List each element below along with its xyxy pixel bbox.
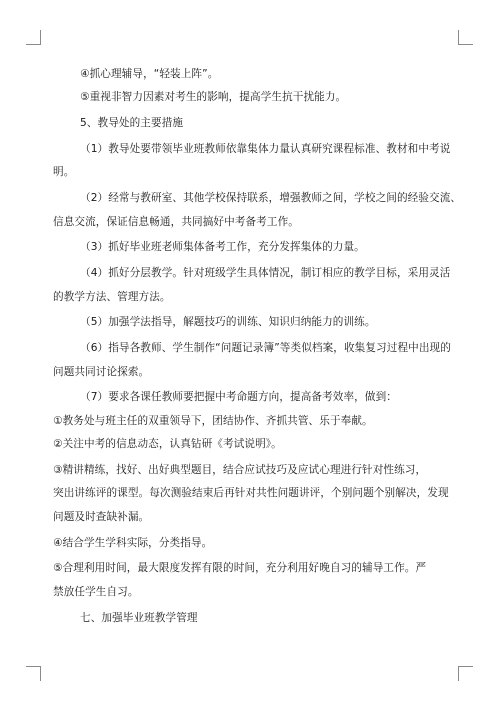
paragraph-line: 明。 — [53, 166, 75, 179]
list-item: 问题及时查缺补漏。 — [53, 510, 150, 523]
paragraph-line: （3）抓好毕业班老师集体备考工作，充分发挥集体的力量。 — [80, 241, 365, 254]
list-item: 禁放任学生自习。 — [53, 585, 139, 598]
document-body — [53, 63, 462, 630]
paragraph-line: 的教学方法、管理方法。 — [53, 290, 171, 303]
list-item: ⑤合理利用时间，最大限度发挥有限的时间，充分利用好晚自习的辅导工作。严 — [53, 562, 427, 575]
paragraph-line: （4）抓好分层教学。针对班级学生具体情况，制订相应的教学目标，采用灵活 — [80, 267, 451, 280]
list-item: 突出讲练评的课型。每次测验结束后再针对共性问题讲评，个别问题个别解决，发现 — [53, 487, 449, 500]
crop-mark-bottom-right — [458, 666, 473, 681]
section-heading: 5、教导处的主要措施 — [80, 117, 184, 130]
paragraph-line: （1）教导处要带领毕业班教师依靠集体力量认真研究课程标准、教材和中考说 — [80, 143, 451, 155]
list-item: ②关注中考的信息动态，认真钻研《考试说明》。 — [53, 438, 282, 451]
paragraph-line: （5）加强学法指导，解题技巧的训练、知识归纳能力的训练。 — [80, 316, 376, 329]
crop-mark-top-right — [458, 30, 473, 45]
crop-mark-bottom-left — [26, 666, 41, 681]
paragraph-line: 问题共同讨论探索。 — [53, 365, 150, 378]
list-item: ⑤重视非智力因素对考生的影响，提高学生抗干扰能力。 — [80, 91, 347, 104]
paragraph-line: （2）经常与教研室、其他学校保持联系，增强教师之间，学校之间的经验交流、 — [80, 192, 462, 205]
paragraph-line: 信息交流，保证信息畅通，共同搞好中考备考工作。 — [53, 215, 299, 228]
section-heading: 七、加强毕业班教学管理 — [80, 611, 198, 624]
paragraph-line: （7）要求各课任教师要把握中考命题方向，提高备考效率，做到： — [80, 391, 397, 404]
list-item: ④抓心理辅导，“轻装上阵”。 — [80, 68, 219, 80]
list-item: ④结合学生学科实际，分类指导。 — [53, 536, 213, 549]
paragraph-line: （6）指导各教师、学生制作“问题记录簿”等类似档案，收集复习过程中出现的 — [80, 342, 451, 355]
crop-mark-top-left — [26, 30, 41, 45]
list-item: ③精讲精练，找好、出好典型题目，结合应试技巧及应试心理进行针对性练习， — [53, 464, 427, 477]
list-item: ①教务处与班主任的双重领导下，团结协作、齐抓共管、乐于奉献。 — [53, 414, 373, 427]
